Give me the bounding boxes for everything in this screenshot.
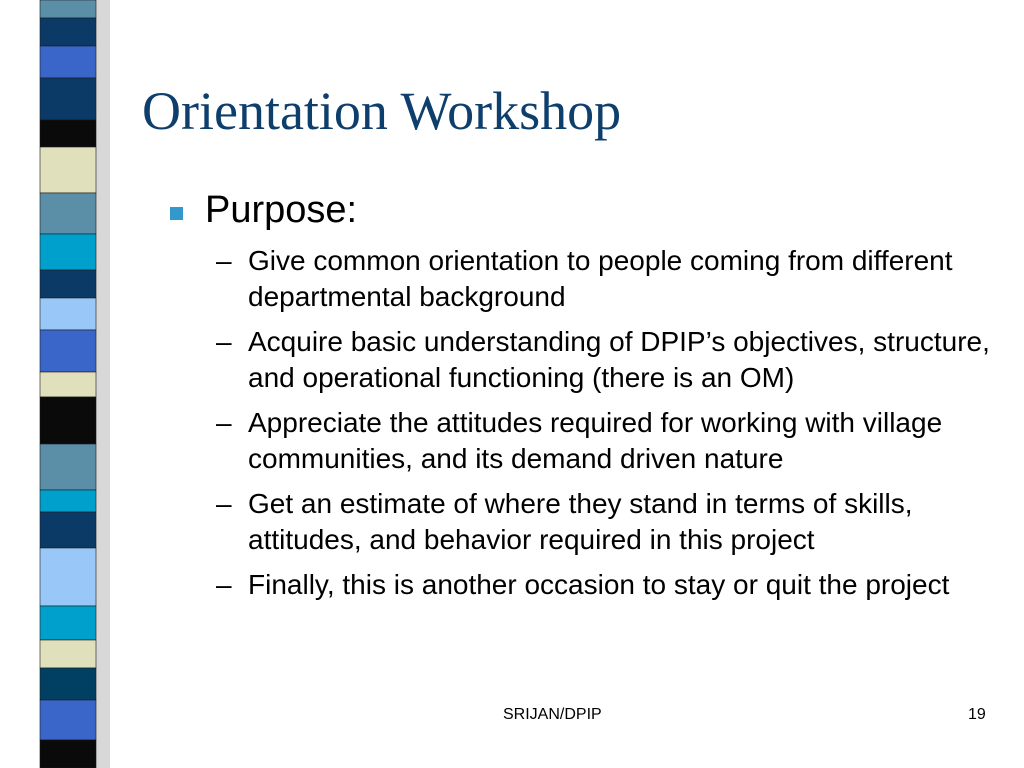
- strip-block: [40, 330, 96, 372]
- footer-organization: SRIJAN/DPIP: [503, 706, 602, 723]
- sub-bullet-text: Acquire basic understanding of DPIP’s objectives, structure, and operational functioning (there is an OM): [248, 326, 990, 393]
- page-number: 19: [968, 706, 986, 723]
- strip-block: [40, 640, 96, 668]
- strip-block: [40, 490, 96, 512]
- bullet-purpose: [170, 186, 1015, 234]
- decorative-strip: [0, 0, 118, 768]
- strip-block: [40, 372, 96, 397]
- strip-block: [40, 18, 96, 46]
- strip-block: [40, 147, 96, 193]
- sub-bullet-item: [212, 243, 1015, 315]
- sub-bullet-text: Give common orientation to people coming from different departmental background: [248, 245, 953, 312]
- sub-bullet-item: [212, 324, 1015, 396]
- strip-block: [40, 700, 96, 740]
- strip-block: [40, 397, 96, 444]
- sub-bullet-item: [212, 405, 1015, 477]
- strip-block: [40, 548, 96, 606]
- strip-block: [40, 270, 96, 298]
- dash-bullet-icon: –: [216, 326, 232, 357]
- strip-block: [40, 512, 96, 548]
- strip-block: [40, 234, 96, 270]
- strip-block: [40, 444, 96, 490]
- square-bullet-icon: [170, 207, 183, 220]
- slide-title: Orientation Workshop: [142, 81, 622, 141]
- sub-bullet-text: Appreciate the attitudes required for working with village communities, and its demand driven nature: [248, 407, 943, 474]
- sub-bullet-text: Get an estimate of where they stand in terms of skills, attitudes, and behavior required in this project: [248, 488, 913, 555]
- strip-block: [40, 46, 96, 78]
- strip-shadow: [96, 0, 110, 768]
- strip-block: [40, 668, 96, 700]
- dash-bullet-icon: –: [216, 488, 232, 519]
- sub-bullet-list: [170, 243, 1015, 603]
- dash-bullet-icon: –: [216, 407, 232, 438]
- sub-bullet-item: [212, 567, 1015, 603]
- sub-bullet-text: Finally, this is another occasion to stay or quit the project: [248, 569, 950, 600]
- strip-block: [40, 298, 96, 330]
- slide-content: [170, 186, 1015, 603]
- strip-block: [40, 120, 96, 147]
- dash-bullet-icon: –: [216, 245, 232, 276]
- sub-bullet-item: [212, 486, 1015, 558]
- strip-block: [40, 606, 96, 640]
- strip-block: [40, 740, 96, 768]
- strip-block: [40, 78, 96, 120]
- bullet-label: Purpose:: [205, 189, 358, 231]
- dash-bullet-icon: –: [216, 569, 232, 600]
- strip-block: [40, 193, 96, 234]
- strip-block: [40, 0, 96, 18]
